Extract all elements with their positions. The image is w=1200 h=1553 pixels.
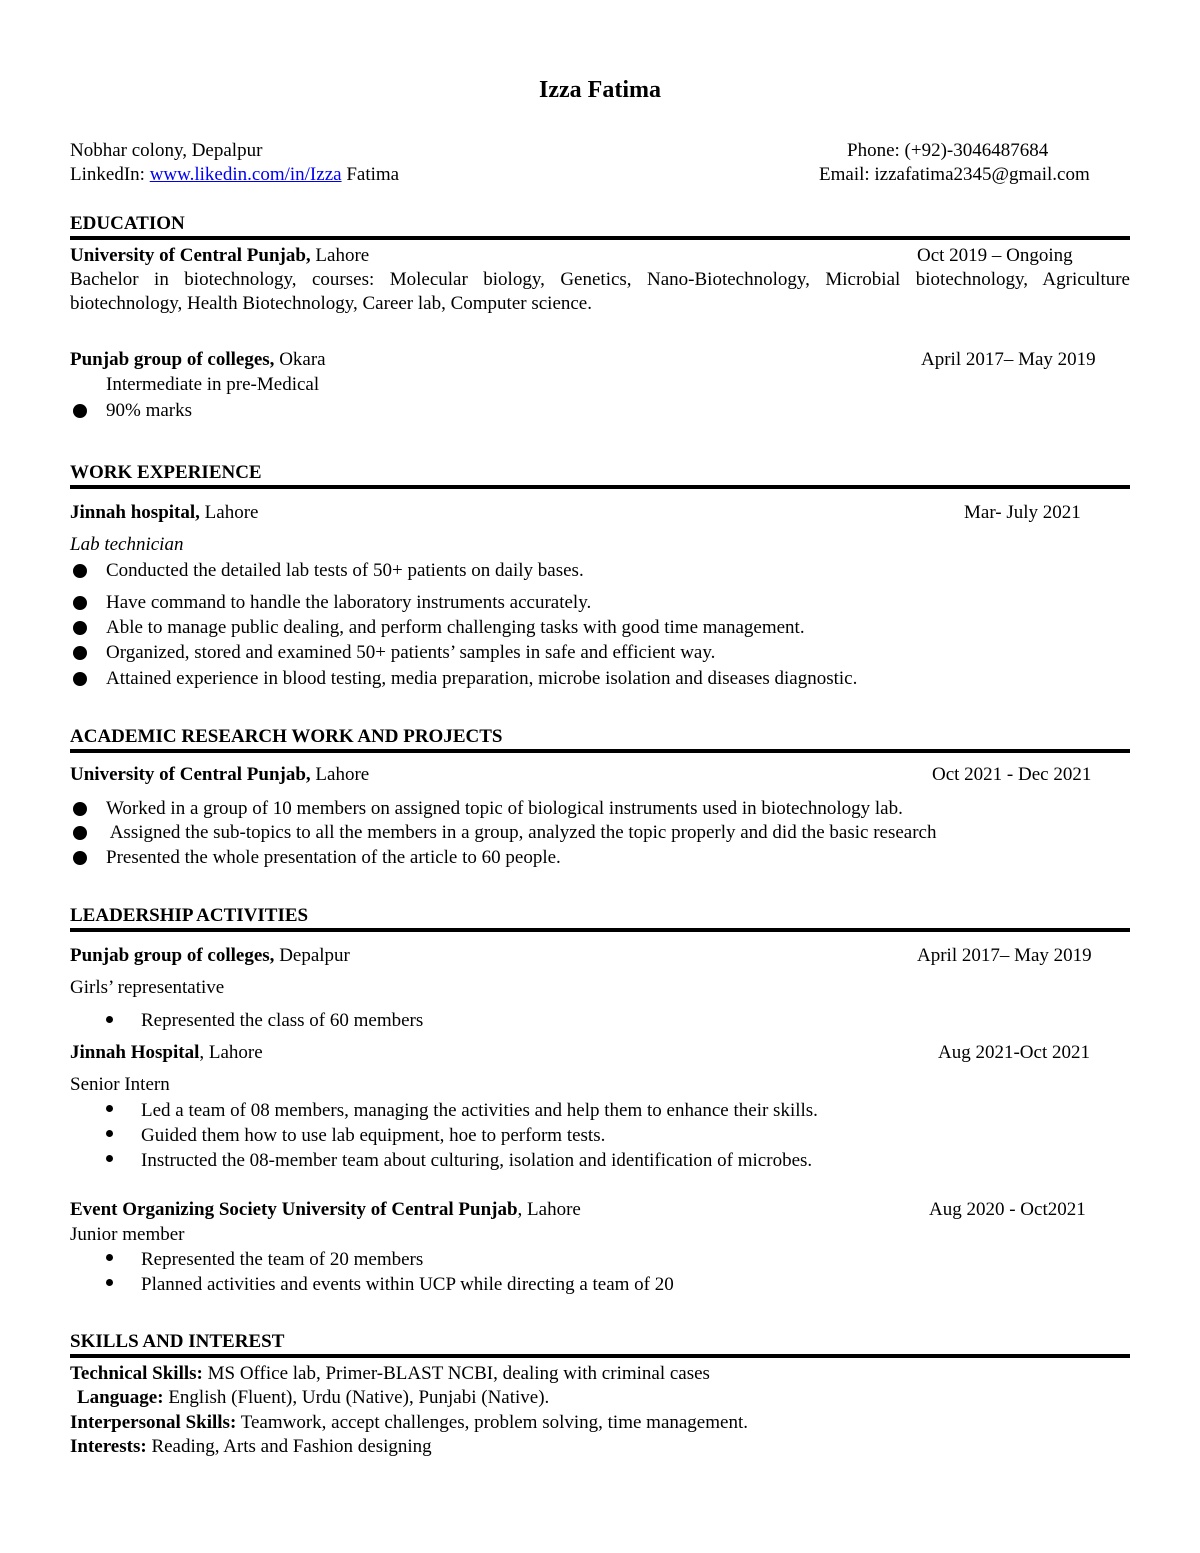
research-bullet-2: Assigned the sub-topics to all the members in a group, analyzed the topic properly and did the basic research xyxy=(106,822,937,843)
skills-rule xyxy=(70,1354,1130,1358)
edu-1-place: Lahore xyxy=(315,245,370,266)
bullet-icon xyxy=(106,1016,113,1023)
lead-3-role: Junior member xyxy=(70,1224,185,1245)
edu-2-place: Okara xyxy=(279,349,326,370)
lead-1-bullet-1: Represented the class of 60 members xyxy=(141,1010,424,1031)
bullet-icon xyxy=(73,826,87,840)
research-title xyxy=(70,765,369,784)
skills-row-interests xyxy=(70,1437,432,1456)
work-bullet-5: Attained experience in blood testing, media preparation, microbe isolation and diseases diagnostic. xyxy=(106,668,858,689)
work-bullet-1: Conducted the detailed lab tests of 50+ patients on daily bases. xyxy=(106,560,584,581)
bullet-icon xyxy=(73,851,87,865)
education-rule xyxy=(70,236,1130,240)
edu-1-org: University of Central Punjab, xyxy=(70,245,311,266)
lead-2-bullet-3: Instructed the 08-member team about culturing, isolation and identification of microbes. xyxy=(141,1150,813,1171)
lead-2-org: Jinnah Hospital xyxy=(70,1042,200,1063)
skills-label: Technical Skills: xyxy=(70,1363,203,1384)
bullet-icon xyxy=(73,621,87,635)
work-role: Lab technician xyxy=(70,534,184,555)
edu-2-dates: April 2017– May 2019 xyxy=(921,349,1096,370)
lead-2-role: Senior Intern xyxy=(70,1074,170,1095)
skills-value: Teamwork, accept challenges, problem solving, time management. xyxy=(240,1412,748,1433)
skills-value: MS Office lab, Primer-BLAST NCBI, dealing with criminal cases xyxy=(207,1363,710,1384)
bullet-icon xyxy=(106,1279,113,1286)
bullet-icon xyxy=(106,1254,113,1261)
leadership-heading: LEADERSHIP ACTIVITIES xyxy=(70,905,309,926)
research-dates: Oct 2021 - Dec 2021 xyxy=(932,764,1092,785)
bullet-icon xyxy=(73,596,87,610)
lead-2-title xyxy=(70,1043,263,1062)
bullet-icon xyxy=(73,404,87,418)
skills-value: Reading, Arts and Fashion designing xyxy=(151,1436,432,1457)
skills-label: Interpersonal Skills: xyxy=(70,1412,237,1433)
research-org: University of Central Punjab, xyxy=(70,764,311,785)
leadership-rule xyxy=(70,928,1130,932)
lead-2-place: , Lahore xyxy=(199,1042,263,1063)
lead-1-org: Punjab group of colleges, xyxy=(70,945,275,966)
lead-3-org: Event Organizing Society University of Central Punjab xyxy=(70,1199,518,1220)
edu-entry-2-title xyxy=(70,350,326,369)
lead-3-bullet-2: Planned activities and events within UCP while directing a team of 20 xyxy=(141,1274,674,1295)
bullet-icon xyxy=(106,1105,113,1112)
bullet-icon xyxy=(106,1130,113,1137)
skills-value: English (Fluent), Urdu (Native), Punjabi (Native). xyxy=(168,1387,550,1408)
bullet-icon xyxy=(73,646,87,660)
education-heading: EDUCATION xyxy=(70,213,185,234)
edu-2-bullet-1: 90% marks xyxy=(106,400,193,421)
work-org: Jinnah hospital, xyxy=(70,502,200,523)
work-heading: WORK EXPERIENCE xyxy=(70,462,262,483)
lead-1-title xyxy=(70,946,350,965)
edu-1-line1: Bachelor in biotechnology, courses: Molecular biology, Genetics, Nano-Biotechnology, Microbial biotechnology, Agriculture xyxy=(70,269,1130,290)
candidate-name: Izza Fatima xyxy=(539,77,661,103)
research-bullet-1: Worked in a group of 10 members on assigned topic of biological instruments used in biotechnology lab. xyxy=(106,798,903,819)
lead-2-bullet-1: Led a team of 08 members, managing the activities and help them to enhance their skills. xyxy=(141,1100,818,1121)
skills-label: Language: xyxy=(77,1387,164,1408)
address: Nobhar colony, Depalpur xyxy=(70,140,263,161)
lead-1-dates: April 2017– May 2019 xyxy=(917,945,1092,966)
lead-2-bullet-2: Guided them how to use lab equipment, hoe to perform tests. xyxy=(141,1125,606,1146)
linkedin-suffix: Fatima xyxy=(346,164,400,185)
research-place: Lahore xyxy=(315,764,370,785)
bullet-icon xyxy=(73,802,87,816)
edu-entry-1-title xyxy=(70,246,369,265)
linkedin-label: LinkedIn: xyxy=(70,164,145,185)
skills-row-interpersonal xyxy=(70,1413,748,1432)
skills-row-language xyxy=(77,1388,549,1407)
edu-2-org: Punjab group of colleges, xyxy=(70,349,275,370)
work-bullet-4: Organized, stored and examined 50+ patients’ samples in safe and efficient way. xyxy=(106,642,716,663)
lead-3-place: , Lahore xyxy=(517,1199,581,1220)
skills-label: Interests: xyxy=(70,1436,147,1457)
work-title xyxy=(70,503,258,522)
bullet-icon xyxy=(106,1155,113,1162)
skills-heading: SKILLS AND INTEREST xyxy=(70,1331,285,1352)
work-dates: Mar- July 2021 xyxy=(964,502,1081,523)
lead-1-place: Depalpur xyxy=(279,945,350,966)
research-rule xyxy=(70,749,1130,753)
edu-2-line1: Intermediate in pre-Medical xyxy=(106,374,320,395)
email: Email: izzafatima2345@gmail.com xyxy=(819,164,1090,185)
bullet-icon xyxy=(73,672,87,686)
work-bullet-2: Have command to handle the laboratory instruments accurately. xyxy=(106,592,592,613)
lead-3-dates: Aug 2020 - Oct2021 xyxy=(929,1199,1086,1220)
lead-2-dates: Aug 2021-Oct 2021 xyxy=(938,1042,1090,1063)
research-bullet-3: Presented the whole presentation of the article to 60 people. xyxy=(106,847,561,868)
work-place: Lahore xyxy=(204,502,259,523)
bullet-icon xyxy=(73,564,87,578)
lead-3-bullet-1: Represented the team of 20 members xyxy=(141,1249,424,1270)
edu-1-line2: biotechnology, Health Biotechnology, Career lab, Computer science. xyxy=(70,293,592,314)
work-rule xyxy=(70,485,1130,489)
work-bullet-3: Able to manage public dealing, and perform challenging tasks with good time management. xyxy=(106,617,805,638)
linkedin-line xyxy=(70,165,399,184)
lead-3-title xyxy=(70,1200,581,1219)
edu-1-dates: Oct 2019 – Ongoing xyxy=(917,245,1073,266)
lead-1-role: Girls’ representative xyxy=(70,977,225,998)
research-heading: ACADEMIC RESEARCH WORK AND PROJECTS xyxy=(70,726,503,747)
skills-row-technical xyxy=(70,1364,710,1383)
phone: Phone: (+92)-3046487684 xyxy=(847,140,1049,161)
linkedin-link[interactable]: www.likedin.com/in/Izza xyxy=(149,164,342,185)
